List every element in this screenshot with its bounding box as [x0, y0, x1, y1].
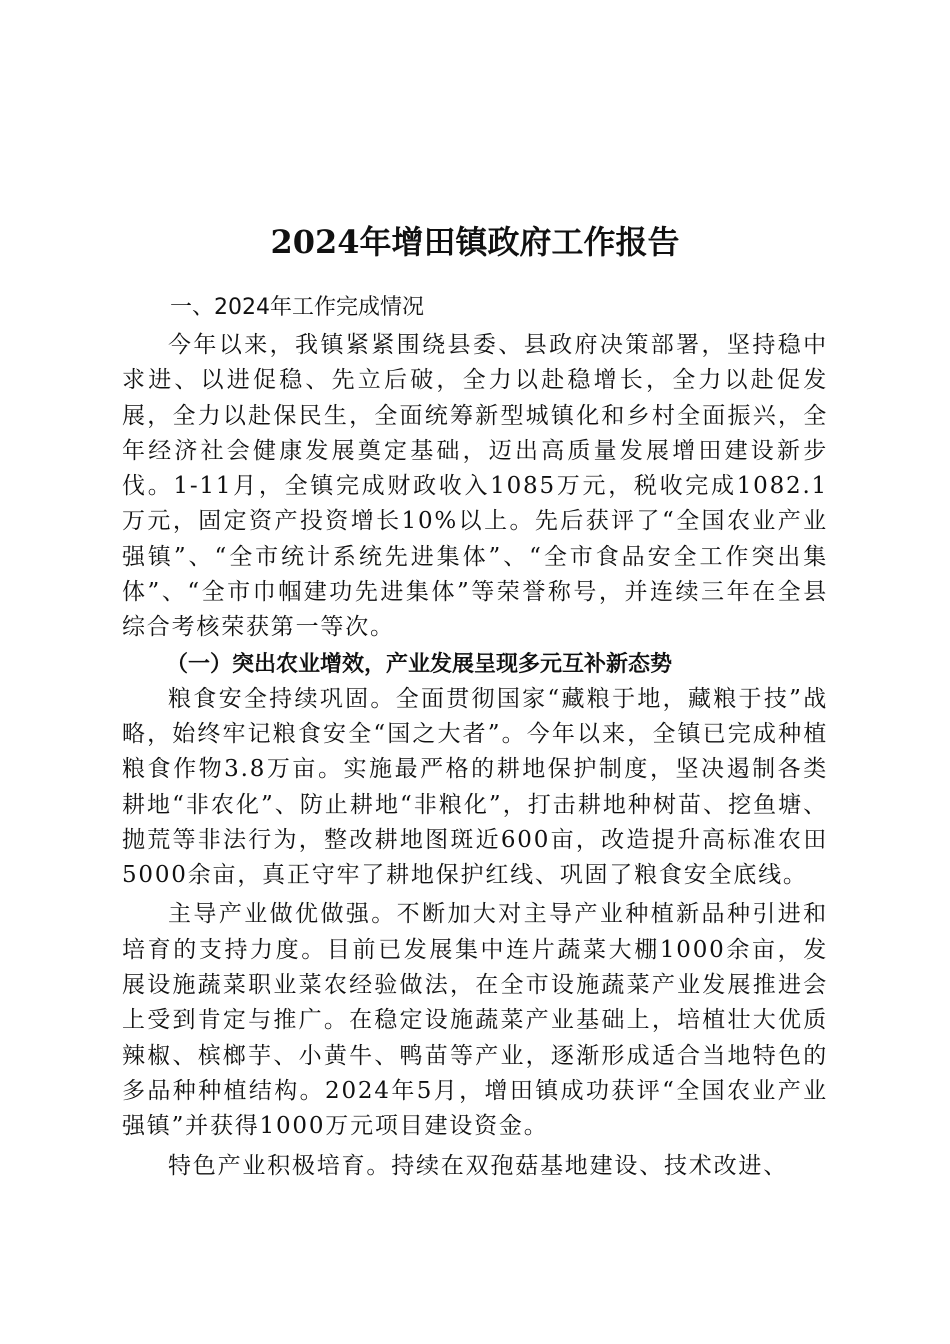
paragraph-intro: 今年以来，我镇紧紧围绕县委、县政府决策部署，坚持稳中求进、以进促稳、先立后破，全力以赴稳增长，全力以赴促发展，全力以赴保民生，全面统筹新型城镇化和乡村全面振兴，全年经济社会健康发展奠定基础，迈出高质量发展增田建设新步伐。1-11月，全镇完成财政收入1085万元，税收完成1082.1万元，固定资产投资增长10%以上。先后获评了“全国农业产业强镇”、“全市统计系统先进集体”、“全市食品安全工作突出集体”、“全市巾帼建功先进集体”等荣誉称号，并连续三年在全县综合考核荣获第一等次。	[122, 332, 828, 641]
document-title: 2024年增田镇政府工作报告	[270, 223, 680, 262]
section-heading-work-completion: 一、2024年工作完成情况	[170, 295, 424, 320]
paragraph-featured-industry: 特色产业积极培育。持续在双孢菇基地建设、技术改进、	[168, 1152, 788, 1179]
paragraph-leading-industry: 主导产业做优做强。不断加大对主导产业种植新品种引进和培育的支持力度。目前已发展集中连片蔬菜大棚1000余亩，发展设施蔬菜职业菜农经验做法，在全市设施蔬菜产业发展推进会上受到肯定与推广。在稳定设施蔬菜产业基础上，培植壮大优质辣椒、槟榔芋、小黄牛、鸭苗等产业，逐渐形成适合当地特色的多品种种植结构。2024年5月，增田镇成功获评“全国农业产业强镇”并获得1000万元项目建设资金。	[122, 901, 828, 1140]
subsection-heading-agriculture: （一）突出农业增效，产业发展呈现多元互补新态势	[166, 650, 673, 677]
paragraph-grain-security: 粮食安全持续巩固。全面贯彻国家“藏粮于地，藏粮于技”战略，始终牢记粮食安全“国之大者”。今年以来，全镇已完成种植粮食作物3.8万亩。实施最严格的耕地保护制度，坚决遏制各类耕地“非农化”、防止耕地“非粮化”，打击耕地种树苗、挖鱼塘、抛荒等非法行为，整改耕地图斑近600亩，改造提升高标准农田5000余亩，真正守牢了耕地保护红线、巩固了粮食安全底线。	[122, 685, 828, 889]
document-body	[122, 288, 828, 1184]
